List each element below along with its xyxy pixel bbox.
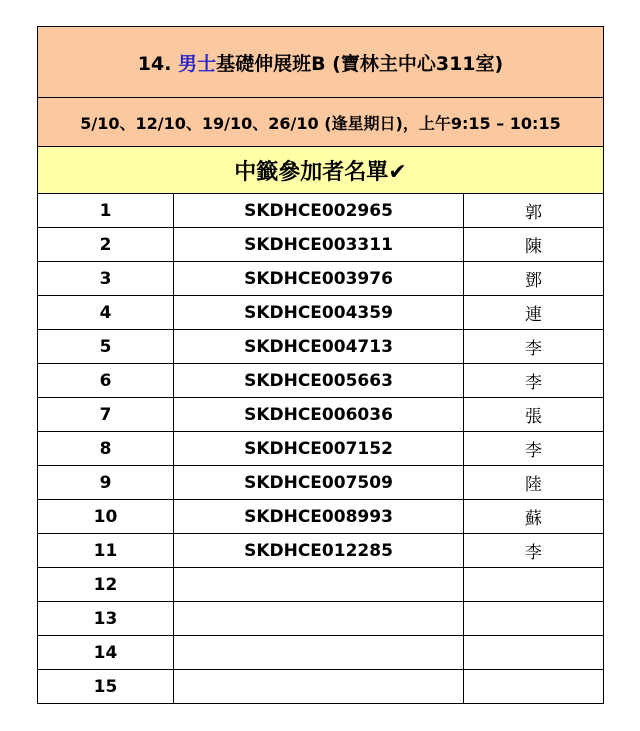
surname-cell: 李 bbox=[464, 330, 604, 364]
row-number-cell: 10 bbox=[38, 500, 174, 534]
applicant-code-cell: SKDHCE003976 bbox=[174, 262, 464, 296]
surname-cell: 張 bbox=[464, 398, 604, 432]
surname-cell: 李 bbox=[464, 432, 604, 466]
row-number-cell: 15 bbox=[38, 670, 174, 704]
table-row bbox=[38, 296, 604, 330]
table-row bbox=[38, 670, 604, 704]
course-title-rest: 基礎伸展班B (寶林主中心311室) bbox=[216, 52, 504, 75]
course-title-cell bbox=[38, 27, 604, 98]
applicant-code-cell: SKDHCE012285 bbox=[174, 534, 464, 568]
table-row bbox=[38, 364, 604, 398]
table-row bbox=[38, 398, 604, 432]
surname-cell: 陸 bbox=[464, 466, 604, 500]
table-row bbox=[38, 466, 604, 500]
list-heading-row bbox=[38, 147, 604, 194]
row-number-cell: 1 bbox=[38, 194, 174, 228]
row-number-cell: 6 bbox=[38, 364, 174, 398]
table-row bbox=[38, 330, 604, 364]
course-title-highlight: 男士 bbox=[178, 52, 217, 75]
participant-list-body bbox=[38, 27, 604, 704]
participant-list-table bbox=[37, 26, 604, 704]
applicant-code-cell: SKDHCE004713 bbox=[174, 330, 464, 364]
surname-cell: 郭 bbox=[464, 194, 604, 228]
surname-cell: 李 bbox=[464, 364, 604, 398]
table-row bbox=[38, 500, 604, 534]
row-number-cell: 5 bbox=[38, 330, 174, 364]
surname-cell: 蘇 bbox=[464, 500, 604, 534]
table-row bbox=[38, 636, 604, 670]
schedule-row bbox=[38, 98, 604, 147]
applicant-code-cell: SKDHCE006036 bbox=[174, 398, 464, 432]
surname-cell bbox=[464, 602, 604, 636]
applicant-code-cell bbox=[174, 602, 464, 636]
row-number-cell: 12 bbox=[38, 568, 174, 602]
row-number-cell: 3 bbox=[38, 262, 174, 296]
applicant-code-cell: SKDHCE008993 bbox=[174, 500, 464, 534]
surname-cell: 連 bbox=[464, 296, 604, 330]
row-number-cell: 7 bbox=[38, 398, 174, 432]
table-row bbox=[38, 534, 604, 568]
applicant-code-cell: SKDHCE007152 bbox=[174, 432, 464, 466]
surname-cell: 李 bbox=[464, 534, 604, 568]
applicant-code-cell: SKDHCE004359 bbox=[174, 296, 464, 330]
course-title-prefix: 14. bbox=[137, 52, 179, 75]
applicant-code-cell bbox=[174, 568, 464, 602]
surname-cell bbox=[464, 568, 604, 602]
table-row bbox=[38, 262, 604, 296]
surname-cell: 陳 bbox=[464, 228, 604, 262]
applicant-code-cell: SKDHCE005663 bbox=[174, 364, 464, 398]
table-row bbox=[38, 194, 604, 228]
table-row bbox=[38, 568, 604, 602]
schedule-cell: 5/10、12/10、19/10、26/10 (逢星期日)，上午9:15 – 10:15 bbox=[38, 98, 604, 147]
surname-cell bbox=[464, 636, 604, 670]
table-row bbox=[38, 228, 604, 262]
applicant-code-cell: SKDHCE003311 bbox=[174, 228, 464, 262]
row-number-cell: 2 bbox=[38, 228, 174, 262]
row-number-cell: 14 bbox=[38, 636, 174, 670]
course-title-row bbox=[38, 27, 604, 98]
table-row bbox=[38, 432, 604, 466]
surname-cell bbox=[464, 670, 604, 704]
surname-cell: 鄧 bbox=[464, 262, 604, 296]
applicant-code-cell: SKDHCE007509 bbox=[174, 466, 464, 500]
row-number-cell: 13 bbox=[38, 602, 174, 636]
table-row bbox=[38, 602, 604, 636]
list-heading-cell: 中籤參加者名單✔ bbox=[38, 147, 604, 194]
row-number-cell: 9 bbox=[38, 466, 174, 500]
applicant-code-cell bbox=[174, 670, 464, 704]
row-number-cell: 8 bbox=[38, 432, 174, 466]
row-number-cell: 11 bbox=[38, 534, 174, 568]
applicant-code-cell: SKDHCE002965 bbox=[174, 194, 464, 228]
row-number-cell: 4 bbox=[38, 296, 174, 330]
applicant-code-cell bbox=[174, 636, 464, 670]
